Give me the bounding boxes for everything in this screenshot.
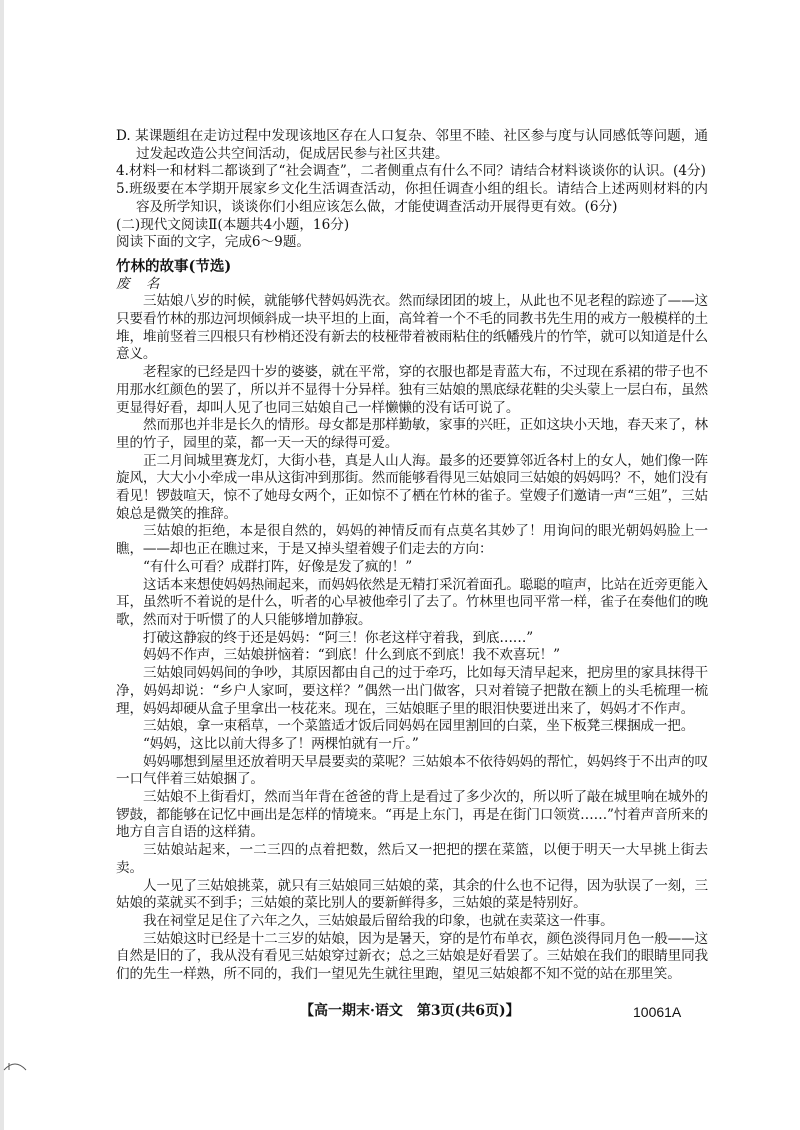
- binding-mark-icon: [3, 1058, 27, 1072]
- option-d-label: D.: [116, 128, 131, 144]
- article-paragraph: 然而那也并非是长久的情形。母女都是那样勤敏，家事的兴旺，正如这块小天地，春天来了，林里的竹子，园里的菜，都一天一天的绿得可爱。: [116, 417, 708, 451]
- article-paragraph: 正二月间城里赛龙灯，大街小巷，真是人山人海。最多的还要算邻近各村上的女人，她们像一阵旋风，大大小小牵成一串从这街冲到那街。然而能够看得见三姑娘同三姑娘的妈妈吗？不，她们没有看见！锣鼓喧天，惊不了她母女两个，正如惊不了栖在竹林的雀子。堂嫂子们邀请一声“三姐”，三姑娘总是微笑的推辞。: [116, 452, 708, 522]
- option-d-text: 某课题组在走访过程中发现该地区存在人口复杂、邻里不睦、社区参与度与认同感低等问题，通过发起改造公共空间活动，促成居民参与社区共建。: [135, 128, 708, 162]
- scan-edge: [0, 0, 4, 1130]
- article-paragraph: 三姑娘八岁的时候，就能够代替妈妈洗衣。然而绿团团的坡上，从此也不见老程的踪迹了——这只要看竹林的那边河坝倾斜成一块平坦的上面，高耸着一个不毛的同教书先生用的戒方一般模样的土堆，堆前竖着三四根只有杪梢还没有新去的枝桠带着被雨粘住的纸幡残片的竹竿，就可以知道是什么意义。: [116, 293, 708, 363]
- article-paragraph: 三姑娘同妈妈间的争吵，其原因都由自己的过于牵巧，比如每天清早起来，把房里的家具抹得干净，妈妈却说：“乡户人家呵，要这样？”偶然一出门做客，只对着镜子把散在额上的头毛梳理一梳理，妈妈却硬从盒子里拿出一枝花来。现在，三姑娘眶子里的眼泪快要迸出来了，妈妈才不作声。: [116, 665, 708, 717]
- article-paragraph: 妈妈哪想到屋里还放着明天早晨要卖的菜呢？三姑娘本不依待妈妈的帮忙，妈妈终于不出声的叹一口气伴着三姑娘捆了。: [116, 753, 708, 788]
- article-paragraph: 我在祠堂足足住了六年之久，三姑娘最后留给我的印象，也就在卖菜这一件事。: [143, 912, 614, 929]
- article-paragraph: 三姑娘不上街看灯，然而当年背在爸爸的背上是看过了多少次的，所以听了敲在城里响在城外的锣鼓，都能够在记忆中画出是怎样的情境来。“再是上东门，再是在街门口领赏……”忖着声音所来的地方自言自语的这样猜。: [116, 789, 708, 841]
- reading-instruction: 阅读下面的文字，完成6～9题。: [116, 234, 311, 251]
- question-4: 4.材料一和材料二都谈到了“社会调查”，二者侧重点有什么不同？请结合材料谈谈你的认识。(4分): [116, 163, 706, 180]
- article-paragraph: 这话本来想使妈妈热闹起来，而妈妈依然是无精打采沉着面孔。聪聪的喧声，比站在近旁更能入耳，虽然听不着说的是什么，听者的心早被他牵引了去了。竹林里也同平常一样，雀子在奏他们的晚歌，然而对于听惯了的人只能够增加静寂。: [116, 576, 708, 628]
- page-footer: 【高一期末·语文 第3页(共6页)】: [300, 1003, 520, 1019]
- article-paragraph: 三姑娘，拿一束稻草，一个菜篮适才饭后同妈妈在园里割回的白菜，坐下板凳三棵捆成一把。: [143, 718, 695, 735]
- article-author: 废 名: [116, 275, 166, 292]
- article-paragraph: “有什么可看？成群打阵，好像是发了疯的！”: [143, 558, 413, 575]
- question-5: 5.班级要在本学期开展家乡文化生活调查活动，你担任调查小组的组长。请结合上述两则材料的内容及所学知识，谈谈你们小组应该怎么做，才能使调查活动开展得更有效。(6分): [116, 181, 708, 215]
- article-paragraph: “妈妈，这比以前大得多了！两棵怕就有一斤。”: [143, 735, 419, 752]
- exam-code: 10061A: [633, 1004, 682, 1020]
- article-paragraph: 三姑娘的拒绝，本是很自然的，妈妈的神情反而有点莫名其妙了！用询问的眼光朝妈妈脸上一瞧，——却也正在瞧过来，于是又掉头望着嫂子们走去的方向：: [116, 523, 708, 558]
- section-heading: (二)现代文阅读Ⅱ(本题共4小题，16分): [116, 216, 350, 233]
- article-title: 竹林的故事(节选): [116, 257, 232, 275]
- option-d: [116, 128, 708, 163]
- article-paragraph: 老程家的已经是四十岁的婆婆，就在平常，穿的衣服也都是青蓝大布，不过现在系裙的带子也不用那水红颜色的罢了，所以并不显得十分异样。独有三姑娘的黑底绿花鞋的尖头蒙上一层白布，虽然更显得好看，却叫人见了也同三姑娘自己一样懒懒的没有话可说了。: [116, 364, 708, 416]
- article-paragraph: 妈妈不作声，三姑娘拼恼着：“到底！什么到底不到底！我不欢喜玩！”: [143, 647, 560, 664]
- article-paragraph: 打破这静寂的终于还是妈妈：“阿三！你老这样守着我，到底……”: [143, 629, 534, 646]
- article-paragraph: 人一见了三姑娘挑菜，就只有三姑娘同三姑娘的菜，其余的什么也不记得，因为驮误了一刻，三姑娘的菜就买不到手；三姑娘的菜比别人的要新鲜得多，三姑娘的菜是特别好。: [116, 877, 708, 912]
- article-paragraph: 三姑娘这时已经是十二三岁的姑娘，因为是暑天，穿的是竹布单衣，颜色淡得同月色一般——这自然是旧的了，我从没有看见三姑娘穿过新衣；总之三姑娘是好看罢了。三姑娘在我们的眼睛里同我们的先生一样熟，所不同的，我们一望见先生就往里跑，望见三姑娘都不知不觉的站在那里笑。: [116, 930, 708, 983]
- page-content: [116, 128, 708, 984]
- article-paragraph: 三姑娘站起来，一二三四的点着把数，然后又一把把的摆在菜篮，以便于明天一大早挑上街去卖。: [116, 842, 708, 876]
